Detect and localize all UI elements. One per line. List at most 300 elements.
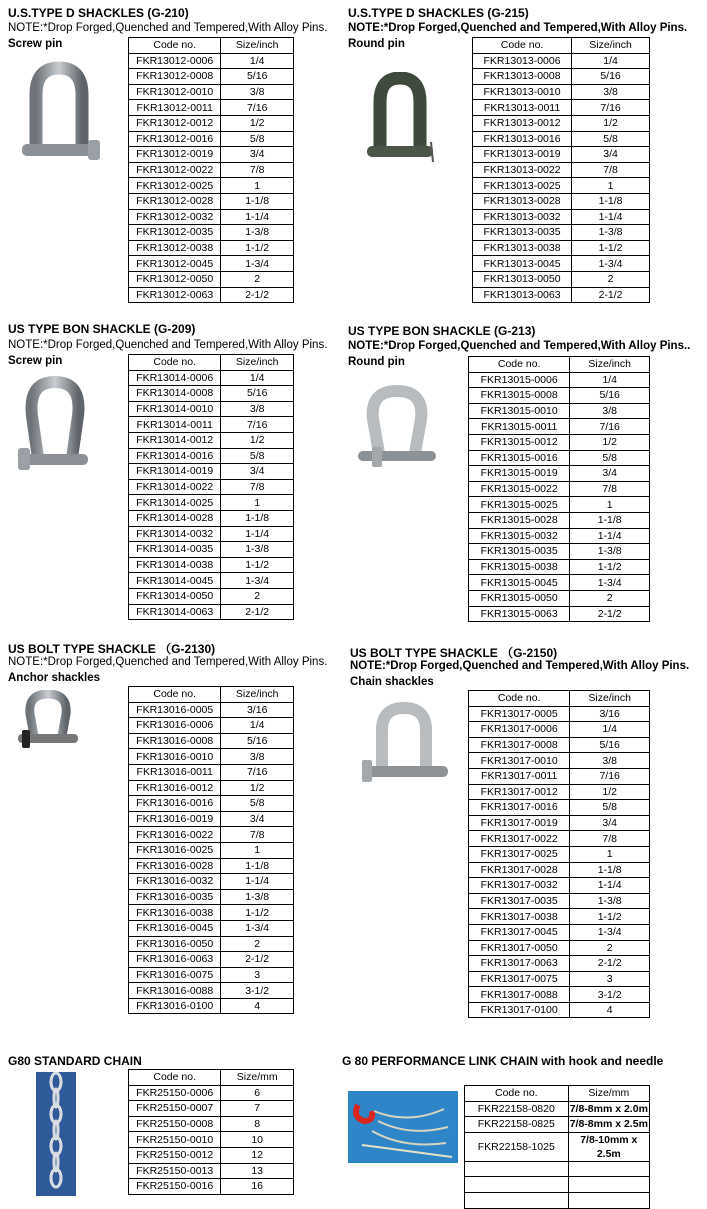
column-header-size: Size/inch xyxy=(572,38,650,54)
code-cell: FKR13015-0012 xyxy=(469,434,570,450)
code-cell: FKR13016-0088 xyxy=(129,983,221,999)
size-cell: 1-3/8 xyxy=(221,542,294,558)
code-cell: FKR13013-0025 xyxy=(473,178,572,194)
table-row xyxy=(129,1179,294,1195)
spec-table-g215 xyxy=(472,37,650,303)
size-cell: 2 xyxy=(221,588,294,604)
code-cell: FKR13017-0050 xyxy=(469,940,570,956)
size-cell: 13 xyxy=(221,1163,294,1179)
table-row xyxy=(129,178,294,194)
size-cell: 1 xyxy=(572,178,650,194)
table-row xyxy=(129,84,294,100)
code-cell: FKR13012-0008 xyxy=(129,69,221,85)
size-cell: 1-1/4 xyxy=(221,209,294,225)
table-row xyxy=(473,115,650,131)
size-cell: 1-1/4 xyxy=(570,528,650,544)
code-cell: FKR13015-0028 xyxy=(469,512,570,528)
size-cell: 4 xyxy=(570,1002,650,1018)
section-title-g210: U.S.TYPE D SHACKLES (G-210) xyxy=(8,6,189,20)
size-cell: 3 xyxy=(570,971,650,987)
size-cell: 1-3/4 xyxy=(570,575,650,591)
section-note-g2130: NOTE:*Drop Forged,Quenched and Tempered,With Alloy Pins. xyxy=(8,656,328,668)
code-cell: FKR13012-0006 xyxy=(129,53,221,69)
spec-table-g2130 xyxy=(128,686,294,1014)
section-subtitle-g2130: Anchor shackles xyxy=(8,672,101,684)
code-cell: FKR13015-0032 xyxy=(469,528,570,544)
code-cell: FKR13017-0005 xyxy=(469,706,570,722)
table-row xyxy=(129,287,294,303)
table-row xyxy=(129,448,294,464)
spec-table-g210 xyxy=(128,37,294,303)
code-cell: FKR13013-0016 xyxy=(473,131,572,147)
size-cell: 1-3/4 xyxy=(570,924,650,940)
table-row xyxy=(473,271,650,287)
size-cell: 2 xyxy=(221,936,294,952)
column-header-size: Size/mm xyxy=(221,1070,294,1086)
column-header-size: Size/inch xyxy=(221,355,294,371)
spec-table-g80-performance xyxy=(464,1085,650,1209)
code-cell: FKR13014-0035 xyxy=(129,542,221,558)
table-row xyxy=(469,544,650,560)
code-cell: FKR13013-0045 xyxy=(473,256,572,272)
code-cell: FKR13015-0019 xyxy=(469,466,570,482)
size-cell: 1-1/4 xyxy=(572,209,650,225)
table-row xyxy=(469,737,650,753)
section-title-g2130: US BOLT TYPE SHACKLE （G-2130) xyxy=(8,642,216,656)
size-cell: 7/16 xyxy=(572,100,650,116)
code-cell: FKR13014-0025 xyxy=(129,495,221,511)
size-cell: 1/4 xyxy=(221,370,294,386)
size-cell: 5/16 xyxy=(572,69,650,85)
code-cell: FKR13012-0025 xyxy=(129,178,221,194)
size-cell: 1 xyxy=(570,497,650,513)
code-cell: FKR13012-0019 xyxy=(129,147,221,163)
size-cell: 1/4 xyxy=(570,372,650,388)
size-cell: 1-1/8 xyxy=(221,193,294,209)
table-row xyxy=(473,240,650,256)
code-cell: FKR13012-0010 xyxy=(129,84,221,100)
size-cell: 5/8 xyxy=(221,796,294,812)
table-row xyxy=(129,796,294,812)
table-row xyxy=(469,559,650,575)
section-title-g213: US TYPE BON SHACKLE (G-213) xyxy=(348,324,536,338)
size-cell: 7/8-8mm x 2.0m xyxy=(569,1102,648,1115)
table-row xyxy=(129,401,294,417)
table-header-row xyxy=(469,691,650,707)
size-cell: 1-1/8 xyxy=(570,512,650,528)
table-row xyxy=(473,193,650,209)
code-cell xyxy=(465,1192,569,1208)
table-row xyxy=(129,131,294,147)
table-row xyxy=(129,69,294,85)
code-cell: FKR13014-0028 xyxy=(129,510,221,526)
code-cell: FKR13012-0063 xyxy=(129,287,221,303)
table-row xyxy=(129,193,294,209)
code-cell: FKR13016-0005 xyxy=(129,702,221,718)
table-row xyxy=(469,419,650,435)
size-cell: 1-1/8 xyxy=(570,862,650,878)
spec-table-g80-chain xyxy=(128,1069,294,1195)
table-row xyxy=(469,497,650,513)
code-cell: FKR13014-0016 xyxy=(129,448,221,464)
table-row xyxy=(473,69,650,85)
table-row xyxy=(469,893,650,909)
table-row xyxy=(129,1132,294,1148)
table-row xyxy=(129,495,294,511)
size-cell: 1-1/2 xyxy=(221,905,294,921)
table-row xyxy=(129,874,294,890)
table-row xyxy=(129,588,294,604)
table-row xyxy=(129,1101,294,1117)
table-header-row xyxy=(465,1086,650,1102)
table-row xyxy=(129,464,294,480)
code-cell: FKR13013-0006 xyxy=(473,53,572,69)
code-cell: FKR13017-0045 xyxy=(469,924,570,940)
table-row xyxy=(129,780,294,796)
table-row xyxy=(469,575,650,591)
section-title-g80-performance: G 80 PERFORMANCE LINK CHAIN with hook and needle xyxy=(342,1054,664,1068)
size-cell: 3 xyxy=(221,967,294,983)
table-row xyxy=(129,417,294,433)
table-row xyxy=(469,706,650,722)
section-subtitle-g2150: Chain shackles xyxy=(350,676,434,688)
table-row xyxy=(469,606,650,622)
table-row xyxy=(465,1101,650,1117)
table-row xyxy=(469,590,650,606)
spec-table-g2150 xyxy=(468,690,650,1018)
code-cell: FKR13016-0028 xyxy=(129,858,221,874)
code-cell: FKR13013-0050 xyxy=(473,271,572,287)
table-row xyxy=(473,287,650,303)
table-row xyxy=(465,1192,650,1208)
size-cell: 3/8 xyxy=(570,753,650,769)
size-cell: 2-1/2 xyxy=(572,287,650,303)
table-row xyxy=(465,1177,650,1193)
code-cell: FKR13016-0100 xyxy=(129,998,221,1014)
code-cell: FKR13013-0063 xyxy=(473,287,572,303)
size-cell: 5/8 xyxy=(570,800,650,816)
code-cell: FKR13014-0045 xyxy=(129,573,221,589)
size-cell: 7/8 xyxy=(221,162,294,178)
size-cell: 1-1/4 xyxy=(221,874,294,890)
table-row xyxy=(473,131,650,147)
code-cell: FKR13016-0050 xyxy=(129,936,221,952)
table-row xyxy=(469,528,650,544)
size-cell: 1/4 xyxy=(221,718,294,734)
size-cell: 1-1/2 xyxy=(572,240,650,256)
chain-hook-needle-photo xyxy=(348,1091,458,1163)
table-row xyxy=(129,115,294,131)
code-cell: FKR13017-0063 xyxy=(469,956,570,972)
column-header-code: Code no. xyxy=(129,687,221,703)
table-row xyxy=(469,924,650,940)
table-row xyxy=(469,846,650,862)
bow-shackle-screw-pin-photo xyxy=(14,376,96,481)
code-cell: FKR13016-0008 xyxy=(129,733,221,749)
code-cell: FKR13013-0038 xyxy=(473,240,572,256)
code-cell: FKR25150-0007 xyxy=(129,1101,221,1117)
table-row xyxy=(469,971,650,987)
code-cell: FKR13016-0022 xyxy=(129,827,221,843)
table-row xyxy=(129,920,294,936)
column-header-size: Size/inch xyxy=(221,687,294,703)
table-row xyxy=(469,878,650,894)
size-cell: 1-3/4 xyxy=(221,573,294,589)
table-row xyxy=(129,702,294,718)
table-row xyxy=(129,718,294,734)
table-row xyxy=(469,450,650,466)
size-cell: 1-1/2 xyxy=(570,909,650,925)
size-cell: 3/16 xyxy=(570,706,650,722)
code-cell: FKR13013-0032 xyxy=(473,209,572,225)
table-row xyxy=(473,100,650,116)
code-cell: FKR13017-0035 xyxy=(469,893,570,909)
code-cell: FKR13017-0025 xyxy=(469,846,570,862)
size-cell: 5/8 xyxy=(572,131,650,147)
size-cell: 7/16 xyxy=(221,100,294,116)
code-cell: FKR13017-0075 xyxy=(469,971,570,987)
size-cell: 1-3/4 xyxy=(572,256,650,272)
section-note-g210: NOTE:*Drop Forged,Quenched and Tempered,With Alloy Pins. xyxy=(8,22,328,34)
standard-chain-photo xyxy=(36,1072,76,1196)
table-row xyxy=(129,1085,294,1101)
code-cell: FKR13012-0022 xyxy=(129,162,221,178)
table-row xyxy=(129,764,294,780)
table-row xyxy=(469,800,650,816)
table-row xyxy=(129,386,294,402)
table-row xyxy=(129,225,294,241)
spec-table-g213 xyxy=(468,356,650,622)
size-cell: 1-3/4 xyxy=(221,256,294,272)
code-cell: FKR13015-0025 xyxy=(469,497,570,513)
size-cell: 1/2 xyxy=(221,780,294,796)
size-cell xyxy=(568,1177,649,1193)
code-cell: FKR25150-0006 xyxy=(129,1085,221,1101)
size-cell: 1-1/8 xyxy=(221,510,294,526)
code-cell: FKR13015-0006 xyxy=(469,372,570,388)
table-row xyxy=(469,372,650,388)
size-cell: 5/8 xyxy=(221,131,294,147)
code-cell: FKR13012-0035 xyxy=(129,225,221,241)
table-row xyxy=(473,147,650,163)
bow-shackle-round-pin-photo xyxy=(352,385,442,477)
size-cell: 3/4 xyxy=(221,147,294,163)
column-header-code: Code no. xyxy=(129,38,221,54)
code-cell: FKR13015-0050 xyxy=(469,590,570,606)
table-row xyxy=(469,481,650,497)
table-row xyxy=(129,604,294,620)
size-cell: 5/16 xyxy=(221,386,294,402)
table-row xyxy=(129,557,294,573)
size-cell: 5/16 xyxy=(570,737,650,753)
table-row xyxy=(473,178,650,194)
code-cell: FKR13015-0016 xyxy=(469,450,570,466)
size-cell: 2 xyxy=(570,940,650,956)
code-cell: FKR13016-0010 xyxy=(129,749,221,765)
code-cell: FKR13017-0016 xyxy=(469,800,570,816)
table-row xyxy=(129,952,294,968)
size-cell: 7/8 xyxy=(221,479,294,495)
table-row xyxy=(469,388,650,404)
anchor-bolt-shackle-photo xyxy=(14,690,84,758)
table-row xyxy=(469,434,650,450)
column-header-code: Code no. xyxy=(129,355,221,371)
section-title-g209: US TYPE BON SHACKLE (G-209) xyxy=(8,322,196,336)
code-cell: FKR13016-0038 xyxy=(129,905,221,921)
table-row xyxy=(129,100,294,116)
table-row xyxy=(465,1161,650,1177)
code-cell: FKR13016-0006 xyxy=(129,718,221,734)
code-cell: FKR13012-0016 xyxy=(129,131,221,147)
section-subtitle-g209: Screw pin xyxy=(8,355,63,367)
table-row xyxy=(469,815,650,831)
table-row xyxy=(129,209,294,225)
size-cell: 6 xyxy=(221,1085,294,1101)
code-cell: FKR13015-0011 xyxy=(469,419,570,435)
table-row xyxy=(129,510,294,526)
table-row xyxy=(129,733,294,749)
code-cell: FKR13017-0038 xyxy=(469,909,570,925)
spec-table-g209 xyxy=(128,354,294,620)
table-row xyxy=(469,768,650,784)
column-header-code: Code no. xyxy=(469,357,570,373)
section-title-g80-chain: G80 STANDARD CHAIN xyxy=(8,1054,142,1068)
size-cell: 1-3/8 xyxy=(221,225,294,241)
table-row xyxy=(469,956,650,972)
code-cell: FKR13012-0028 xyxy=(129,193,221,209)
table-row xyxy=(469,831,650,847)
code-cell: FKR13017-0100 xyxy=(469,1002,570,1018)
size-cell: 16 xyxy=(221,1179,294,1195)
section-note-g2150: NOTE:*Drop Forged,Quenched and Tempered,With Alloy Pins. xyxy=(350,660,690,672)
table-row xyxy=(469,512,650,528)
size-cell: 7/16 xyxy=(221,764,294,780)
table-row xyxy=(129,858,294,874)
code-cell: FKR13017-0032 xyxy=(469,878,570,894)
size-cell: 5/16 xyxy=(221,69,294,85)
size-cell: 7/8 xyxy=(221,827,294,843)
table-row xyxy=(129,983,294,999)
table-row xyxy=(129,1116,294,1132)
size-cell: 1/4 xyxy=(572,53,650,69)
column-header-size: Size/inch xyxy=(221,38,294,54)
size-cell: 1 xyxy=(221,842,294,858)
code-cell: FKR25150-0010 xyxy=(129,1132,221,1148)
section-title-g2150: US BOLT TYPE SHACKLE （G-2150) xyxy=(350,646,558,660)
table-row xyxy=(469,909,650,925)
table-row xyxy=(129,889,294,905)
size-cell: 1-3/8 xyxy=(572,225,650,241)
code-cell: FKR13016-0035 xyxy=(129,889,221,905)
size-cell: 1-3/8 xyxy=(570,544,650,560)
size-cell: 7/16 xyxy=(570,419,650,435)
code-cell: FKR13013-0028 xyxy=(473,193,572,209)
size-cell: 5/8 xyxy=(221,448,294,464)
code-cell: FKR13016-0025 xyxy=(129,842,221,858)
code-cell: FKR13012-0050 xyxy=(129,271,221,287)
size-cell xyxy=(568,1192,649,1208)
size-cell: 7 xyxy=(221,1101,294,1117)
column-header-code: Code no. xyxy=(465,1086,569,1102)
table-row xyxy=(473,209,650,225)
code-cell: FKR25150-0016 xyxy=(129,1179,221,1195)
code-cell: FKR13015-0063 xyxy=(469,606,570,622)
code-cell: FKR13015-0022 xyxy=(469,481,570,497)
size-cell: 3/4 xyxy=(570,466,650,482)
code-cell: FKR13014-0019 xyxy=(129,464,221,480)
code-cell: FKR22158-1025 xyxy=(465,1132,569,1161)
table-row xyxy=(469,403,650,419)
column-header-code: Code no. xyxy=(129,1070,221,1086)
size-cell: 1/2 xyxy=(221,432,294,448)
size-cell: 5/16 xyxy=(570,388,650,404)
code-cell: FKR13014-0008 xyxy=(129,386,221,402)
size-cell: 1/2 xyxy=(572,115,650,131)
table-row xyxy=(129,842,294,858)
table-row xyxy=(129,479,294,495)
table-row xyxy=(469,784,650,800)
table-row xyxy=(473,256,650,272)
size-cell: 2-1/2 xyxy=(570,956,650,972)
size-cell: 1/4 xyxy=(221,53,294,69)
code-cell: FKR13016-0063 xyxy=(129,952,221,968)
size-cell: 4 xyxy=(221,998,294,1014)
table-row xyxy=(473,162,650,178)
size-cell: 1 xyxy=(221,178,294,194)
code-cell: FKR13012-0011 xyxy=(129,100,221,116)
size-cell: 1-1/2 xyxy=(221,557,294,573)
code-cell: FKR22158-0825 xyxy=(465,1117,569,1133)
size-cell: 2 xyxy=(221,271,294,287)
size-cell: 1-1/8 xyxy=(572,193,650,209)
table-row xyxy=(469,862,650,878)
code-cell: FKR13017-0008 xyxy=(469,737,570,753)
size-cell: 3/8 xyxy=(221,749,294,765)
section-note-g213: NOTE:*Drop Forged,Quenched and Tempered,With Alloy Pins.. xyxy=(348,340,691,352)
table-row xyxy=(473,84,650,100)
table-row xyxy=(473,53,650,69)
code-cell: FKR13015-0035 xyxy=(469,544,570,560)
code-cell: FKR13014-0006 xyxy=(129,370,221,386)
size-cell: 3/4 xyxy=(221,811,294,827)
table-row xyxy=(129,526,294,542)
table-row xyxy=(473,225,650,241)
size-cell: 3-1/2 xyxy=(570,987,650,1003)
size-cell: 7/8 xyxy=(570,831,650,847)
size-cell: 3/16 xyxy=(221,702,294,718)
size-cell: 7/8 xyxy=(572,162,650,178)
code-cell: FKR13017-0011 xyxy=(469,768,570,784)
table-row xyxy=(129,936,294,952)
code-cell xyxy=(465,1177,569,1193)
code-cell: FKR13013-0035 xyxy=(473,225,572,241)
column-header-code: Code no. xyxy=(469,691,570,707)
code-cell xyxy=(465,1161,569,1177)
section-title-g215: U.S.TYPE D SHACKLES (G-215) xyxy=(348,6,529,20)
code-cell: FKR13016-0019 xyxy=(129,811,221,827)
size-cell: 7/8-8mm x 2.5m xyxy=(569,1118,648,1131)
size-cell: 2-1/2 xyxy=(570,606,650,622)
code-cell: FKR13014-0011 xyxy=(129,417,221,433)
column-header-size: Size/inch xyxy=(570,691,650,707)
size-cell: 8 xyxy=(221,1116,294,1132)
code-cell: FKR13013-0012 xyxy=(473,115,572,131)
size-cell: 5/16 xyxy=(221,733,294,749)
size-cell: 12 xyxy=(221,1147,294,1163)
size-cell: 3/4 xyxy=(221,464,294,480)
table-row xyxy=(469,722,650,738)
code-cell: FKR25150-0012 xyxy=(129,1147,221,1163)
